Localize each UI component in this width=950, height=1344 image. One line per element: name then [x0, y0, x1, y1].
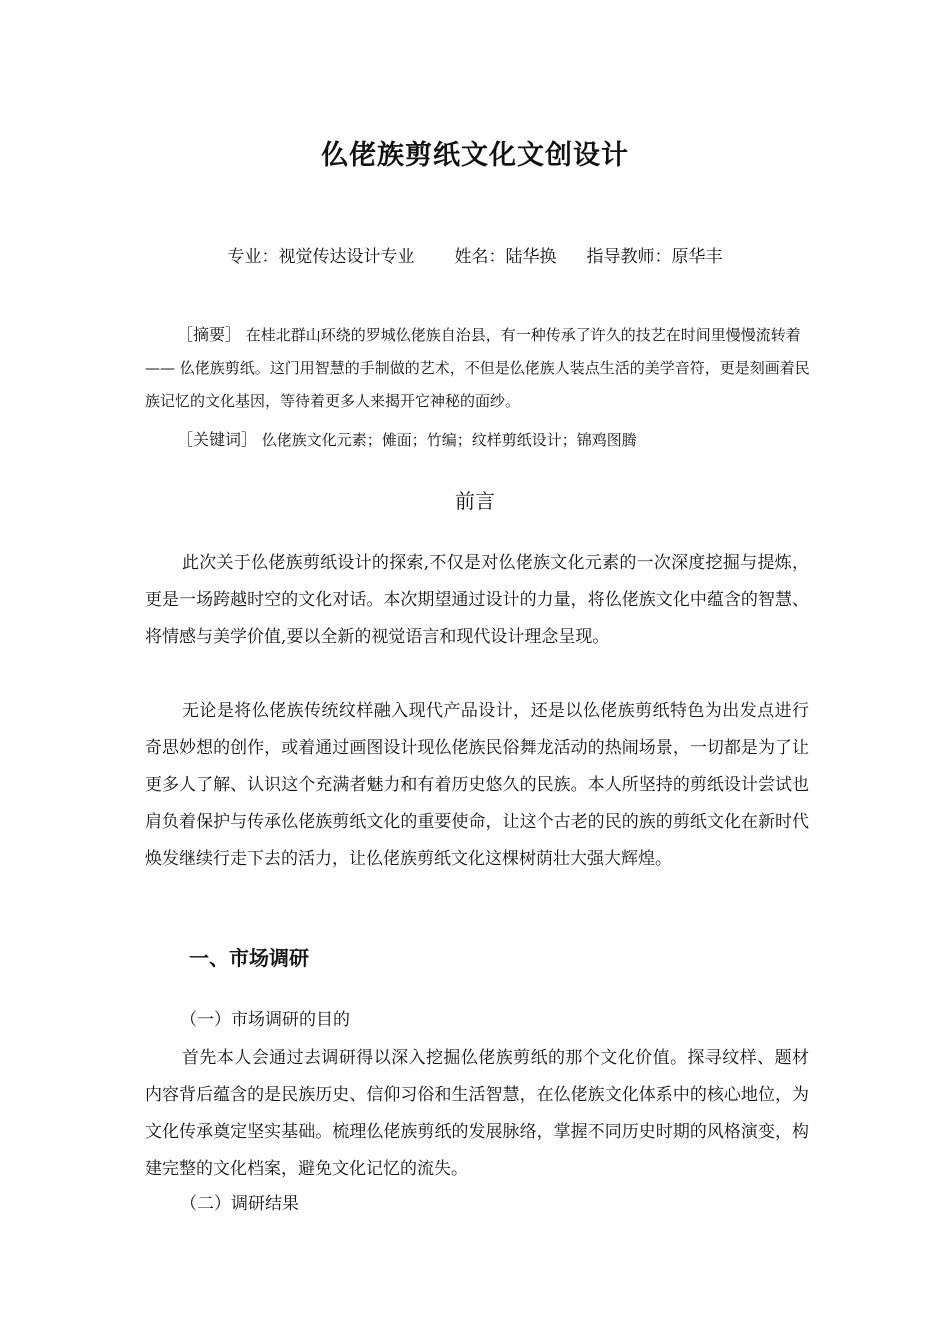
subsection-heading: （二）调研结果 — [180, 1194, 299, 1214]
abstract-text: 在桂北群山环绕的罗城仫佬族自治县，有一种传承了许久的技艺在时间里慢慢流转着—— 仫佬族剪纸。这门用智慧的手制做的艺术，不但是仫佬族人装点生活的美学音符，更是刻画着民族记忆的文化基因，等待着更多人来揭开它神秘的面纱。 — [145, 326, 810, 410]
advisor-name: 指导教师：原华丰 — [586, 247, 723, 267]
preface-paragraph: 此次关于仫佬族剪纸设计的探索,不仅是对仫佬族文化元素的一次深度挖掘与提炼，更是一场跨越时空的文化对话。本次期望通过设计的力量，将仫佬族文化中蕴含的智慧、将情感与美学价值,要以全新的视觉语言和现代设计理念呈现。 — [145, 553, 809, 647]
keywords — [177, 425, 637, 455]
author-info — [0, 244, 950, 270]
preface-heading: 前言 — [455, 489, 495, 513]
keywords-text: 仫佬族文化元素；傩面；竹编；纹样剪纸设计；锦鸡图腾 — [261, 431, 637, 449]
section-heading: 一、市场调研 — [189, 946, 309, 970]
major-label: 专业：视觉传达设计专业 — [227, 247, 415, 267]
keywords-label: ［关键词］ — [177, 430, 258, 449]
subsection-heading: （一）市场调研的目的 — [180, 1010, 350, 1030]
section-paragraph: 首先本人会通过去调研得以深入挖掘仫佬族剪纸的那个文化价值。探寻纹样、题材内容背后蕴含的是民族历史、信仰习俗和生活智慧，在仫佬族文化体系中的核心地位，为文化传承奠定坚实基础。梳理仫佬族剪纸的发展脉络，掌握不同历史时期的风格演变，构建完整的文化档案，避免文化记忆的流失。 — [145, 1048, 809, 1179]
author-name: 姓名：陆华换 — [454, 247, 557, 267]
abstract-label: ［摘要］ — [177, 325, 242, 344]
abstract — [145, 318, 810, 418]
document-title: 仫佬族剪纸文化文创设计 — [321, 140, 629, 171]
preface-paragraph: 无论是将仫佬族传统纹样融入现代产品设计，还是以仫佬族剪纸特色为出发点进行奇思妙想的创作，或着通过画图设计现仫佬族民俗舞龙活动的热闹场景，一切都是为了让更多人了解、认识这个充满者魅力和有着历史悠久的民族。本人所坚持的剪纸设计尝试也肩负着保护与传承仫佬族剪纸文化的重要使命，让这个古老的民的族的剪纸文化在新时代焕发继续行走下去的活力，让仫佬族剪纸文化这棵树荫壮大强大辉煌。 — [145, 701, 809, 869]
